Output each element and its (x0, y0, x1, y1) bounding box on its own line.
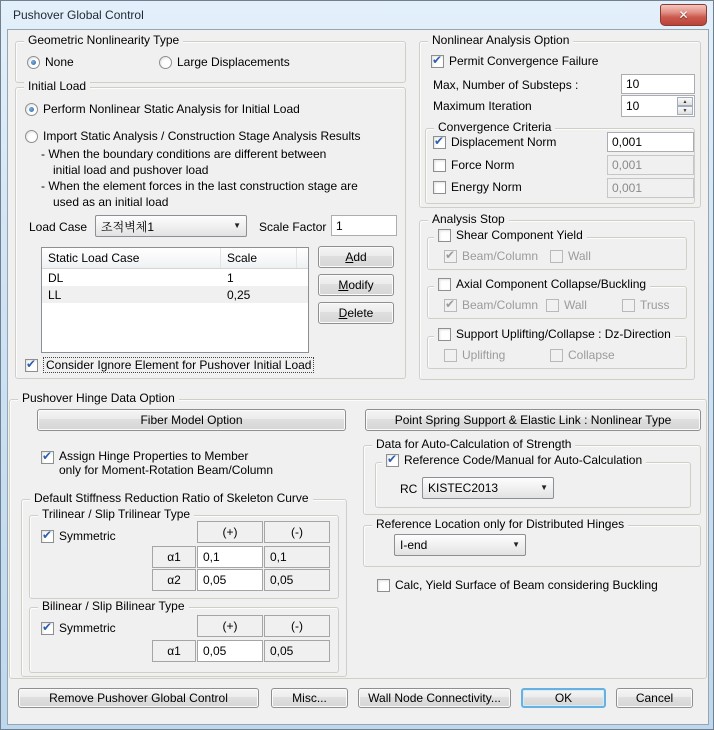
support-uplifting-checkbox-icon[interactable] (438, 328, 451, 341)
trilinear-neg-header: (-) (264, 521, 330, 543)
radio-large-displacements[interactable] (159, 55, 290, 69)
bilinear-pos-header: (+) (197, 615, 263, 637)
radio-none-icon[interactable] (27, 56, 40, 69)
pushover-hinge-title: Pushover Hinge Data Option (18, 391, 179, 405)
bilinear-symmetric-checkbox-icon[interactable] (41, 622, 54, 635)
bilinear-symmetric-label: Symmetric (59, 621, 116, 635)
misc-button[interactable] (271, 688, 348, 708)
iteration-label: Maximum Iteration (433, 99, 532, 113)
bilinear-alpha1-row-label: α1 (152, 640, 196, 662)
note-line-1: - When the boundary conditions are different between (41, 147, 327, 161)
trilinear-symmetric-checkbox-icon[interactable] (41, 530, 54, 543)
force-norm-checkbox[interactable] (433, 158, 514, 172)
initial-load-title: Initial Load (24, 79, 90, 93)
radio-none-label: None (45, 55, 74, 69)
bilinear-a1-neg-input (264, 640, 330, 662)
reference-location-combo[interactable] (394, 534, 526, 556)
collapse-checkbox-icon (550, 349, 563, 362)
trilinear-symmetric-label: Symmetric (59, 529, 116, 543)
displacement-norm-checkbox-icon[interactable] (433, 136, 446, 149)
fiber-model-option-button[interactable] (37, 409, 346, 431)
bilinear-neg-header: (-) (264, 615, 330, 637)
row-ll-scale: 0,25 (227, 287, 251, 302)
displacement-norm-value: 0,001 (612, 135, 643, 149)
scale-factor-label: Scale Factor (259, 220, 327, 234)
bilinear-a1-pos-value: 0,05 (203, 644, 227, 658)
radio-perform-nonlinear[interactable] (25, 102, 300, 116)
assign-hinge-label (59, 449, 273, 477)
cancel-label: Cancel (635, 691, 674, 705)
trilinear-title: Trilinear / Slip Trilinear Type (38, 507, 194, 521)
rc-label: RC (400, 482, 418, 496)
trilinear-a2-neg-input (264, 569, 330, 591)
load-case-label: Load Case (29, 220, 88, 234)
calc-yield-surface-checkbox[interactable] (377, 578, 658, 592)
axial-component-group (427, 277, 687, 319)
support-uplifting-group (427, 327, 687, 369)
alpha2-row-label: α2 (152, 569, 196, 591)
axial-wall-checkbox-icon (546, 299, 559, 312)
permit-convergence-checkbox[interactable] (431, 54, 598, 68)
shear-wall-label: Wall (568, 249, 591, 263)
radio-perform-label: Perform Nonlinear Static Analysis for Initial Load (43, 102, 300, 116)
bilinear-symmetric-checkbox[interactable] (41, 621, 116, 635)
trilinear-a2-pos-value: 0,05 (203, 573, 227, 587)
reference-location-value: I-end (400, 538, 428, 552)
axial-truss-checkbox-icon (622, 299, 635, 312)
note-line-2: initial load and pushover load (53, 163, 209, 177)
close-icon: ✕ (678, 8, 689, 22)
point-spring-label: Point Spring Support & Elastic Link : Nonlinear Type (394, 413, 672, 427)
static-load-case-table[interactable] (41, 247, 309, 353)
axial-beam-column-checkbox (444, 298, 538, 312)
delete-button[interactable] (318, 302, 394, 324)
note-line-4: used as an initial load (53, 195, 169, 209)
trilinear-a1-neg-input (264, 546, 330, 568)
table-row[interactable] (42, 269, 308, 286)
trilinear-a1-pos-input[interactable] (197, 546, 263, 568)
rc-code-combo[interactable] (422, 477, 554, 499)
assign-hinge-line1: Assign Hinge Properties to Member (59, 449, 249, 463)
chevron-down-icon[interactable]: ▼ (233, 221, 241, 230)
assign-hinge-checkbox[interactable] (41, 449, 273, 477)
shear-beam-column-checkbox-icon (444, 250, 457, 263)
uplifting-checkbox-icon (444, 349, 457, 362)
radio-large-label: Large Displacements (177, 55, 290, 69)
radio-import-icon[interactable] (25, 130, 38, 143)
consider-ignore-checkbox-icon[interactable] (25, 359, 38, 372)
load-case-value: 조적벽체1 (101, 219, 155, 234)
modify-button[interactable] (318, 274, 394, 296)
displacement-norm-input[interactable] (607, 132, 694, 152)
assign-hinge-checkbox-icon[interactable] (41, 451, 54, 464)
calc-yield-surface-label: Calc, Yield Surface of Beam considering Buckling (395, 578, 658, 592)
axial-component-label: Axial Component Collapse/Buckling (456, 277, 647, 291)
calc-yield-surface-checkbox-icon[interactable] (377, 579, 390, 592)
displacement-norm-checkbox[interactable] (433, 135, 556, 149)
nonlinear-option-title: Nonlinear Analysis Option (428, 33, 573, 47)
reference-code-group (375, 453, 691, 508)
reference-location-title: Reference Location only for Distributed Hinges (372, 517, 628, 531)
shear-wall-checkbox-icon (550, 250, 563, 263)
wall-node-connectivity-button[interactable] (358, 688, 511, 708)
row-ll-name: LL (48, 287, 62, 302)
auto-calculation-title: Data for Auto-Calculation of Strength (372, 437, 575, 451)
convergence-criteria-title: Convergence Criteria (434, 120, 555, 134)
uplifting-checkbox (444, 348, 505, 362)
row-dl-name: DL (48, 270, 64, 285)
consider-ignore-label: Consider Ignore Element for Pushover Initial Load (43, 357, 314, 373)
ok-button[interactable] (521, 688, 606, 708)
bilinear-a1-pos-input[interactable] (197, 640, 263, 662)
col-scale[interactable]: Scale (221, 248, 297, 268)
shear-component-group (427, 228, 687, 270)
reference-code-label: Reference Code/Manual for Auto-Calculation (404, 453, 643, 467)
trilinear-a1-pos-value: 0,1 (203, 550, 220, 564)
wall-node-label: Wall Node Connectivity... (368, 691, 501, 705)
fiber-model-label: Fiber Model Option (140, 413, 243, 427)
axial-truss-label: Truss (640, 298, 670, 312)
displacement-norm-label: Displacement Norm (451, 135, 557, 149)
permit-convergence-label: Permit Convergence Failure (449, 54, 599, 68)
assign-hinge-line2: only for Moment-Rotation Beam/Column (59, 463, 274, 477)
axial-truss-checkbox (622, 298, 670, 312)
axial-beam-column-checkbox-icon (444, 299, 457, 312)
chevron-down-icon[interactable]: ▼ (540, 483, 548, 492)
stiffness-reduction-title: Default Stiffness Reduction Ratio of Skeleton Curve (30, 491, 313, 505)
permit-convergence-checkbox-icon[interactable] (431, 55, 444, 68)
consider-ignore-element-checkbox[interactable] (25, 357, 314, 373)
support-uplifting-label: Support Uplifting/Collapse : Dz-Direction (456, 327, 671, 341)
radio-perform-icon[interactable] (25, 103, 38, 116)
shear-component-checkbox-icon[interactable] (438, 229, 451, 242)
axial-wall-label: Wall (564, 298, 587, 312)
collapse-label: Collapse (568, 348, 615, 362)
iteration-spinner (677, 97, 693, 115)
substeps-value: 10 (626, 77, 640, 91)
cancel-button[interactable] (616, 688, 693, 708)
scale-factor-input[interactable] (331, 215, 397, 236)
substeps-label: Max, Number of Substeps : (433, 78, 579, 92)
remove-pushover-button[interactable] (18, 688, 259, 708)
add-button[interactable] (318, 246, 394, 268)
radio-import-label: Import Static Analysis / Construction Stage Analysis Results (43, 129, 361, 143)
rc-code-value: KISTEC2013 (428, 481, 499, 495)
force-norm-checkbox-icon[interactable] (433, 159, 446, 172)
modify-button-label: Modify (338, 278, 374, 292)
shear-beam-column-label: Beam/Column (462, 249, 539, 263)
point-spring-support-button[interactable] (365, 409, 701, 431)
reference-code-checkbox-icon[interactable] (386, 454, 399, 467)
bilinear-a1-neg-value: 0,05 (270, 644, 294, 658)
trilinear-a1-neg-value: 0,1 (270, 550, 287, 564)
analysis-stop-title: Analysis Stop (428, 212, 509, 226)
uplifting-label: Uplifting (462, 348, 506, 362)
axial-wall-checkbox (546, 298, 587, 312)
remove-pushover-label: Remove Pushover Global Control (49, 691, 228, 705)
collapse-checkbox (550, 348, 615, 362)
row-dl-scale: 1 (227, 270, 234, 285)
chevron-down-icon[interactable]: ▼ (512, 540, 520, 549)
reference-location-group (363, 517, 701, 567)
energy-norm-checkbox[interactable] (433, 180, 522, 194)
radio-none[interactable] (27, 55, 74, 69)
axial-component-checkbox-icon[interactable] (438, 278, 451, 291)
scale-factor-value: 1 (336, 218, 343, 233)
ok-label: OK (554, 691, 573, 705)
axial-component-checkbox[interactable] (434, 277, 650, 291)
shear-beam-column-checkbox (444, 249, 538, 263)
energy-norm-input (607, 178, 694, 198)
trilinear-a2-neg-value: 0,05 (270, 573, 294, 587)
alpha1-row-label: α1 (152, 546, 196, 568)
close-button[interactable] (660, 4, 707, 26)
iteration-input[interactable] (621, 95, 695, 117)
misc-label: Misc... (292, 691, 327, 705)
table-header (42, 248, 308, 269)
trilinear-a2-pos-input[interactable] (197, 569, 263, 591)
energy-norm-checkbox-icon[interactable] (433, 181, 446, 194)
axial-beam-column-label: Beam/Column (462, 298, 539, 312)
geometric-group-title: Geometric Nonlinearity Type (24, 33, 183, 47)
bilinear-title: Bilinear / Slip Bilinear Type (38, 599, 189, 613)
substeps-input[interactable] (621, 74, 695, 94)
add-button-label: Add (345, 250, 367, 264)
note-line-3: - When the element forces in the last construction stage are (41, 179, 358, 193)
reference-code-checkbox[interactable] (382, 453, 646, 467)
trilinear-symmetric-checkbox[interactable] (41, 529, 116, 543)
shear-component-checkbox[interactable] (434, 228, 587, 242)
energy-norm-value: 0,001 (612, 181, 643, 195)
spin-down-icon[interactable]: ▼ (677, 106, 693, 115)
radio-import-static[interactable] (25, 129, 360, 143)
energy-norm-label: Energy Norm (451, 180, 522, 194)
radio-large-icon[interactable] (159, 56, 172, 69)
shear-wall-checkbox (550, 249, 591, 263)
trilinear-pos-header: (+) (197, 521, 263, 543)
shear-component-label: Shear Component Yield (456, 228, 583, 242)
table-row[interactable] (42, 286, 308, 303)
window-title: Pushover Global Control (13, 8, 144, 22)
spin-up-icon[interactable]: ▲ (677, 97, 693, 106)
force-norm-input (607, 155, 694, 175)
delete-button-label: Delete (338, 306, 374, 320)
support-uplifting-checkbox[interactable] (434, 327, 675, 341)
force-norm-value: 0,001 (612, 158, 643, 172)
load-case-combo[interactable] (95, 215, 247, 237)
col-static-load-case[interactable]: Static Load Case (42, 248, 221, 268)
iteration-value: 10 (626, 99, 640, 113)
force-norm-label: Force Norm (451, 158, 515, 172)
